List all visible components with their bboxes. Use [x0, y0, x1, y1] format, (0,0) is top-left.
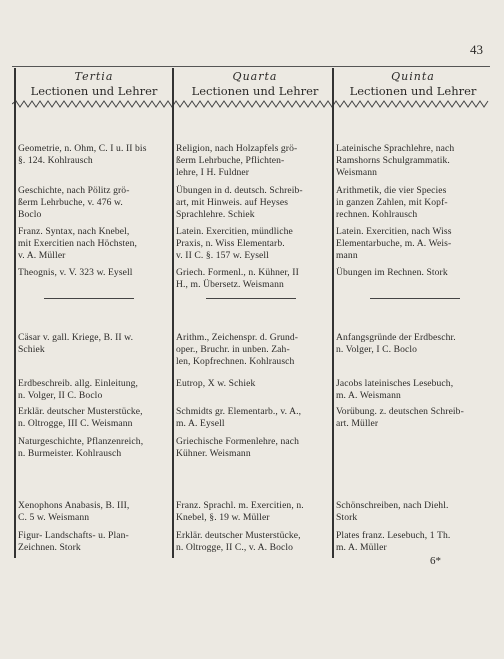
signature-mark: 6*	[430, 555, 441, 567]
section-separator	[206, 298, 296, 299]
quinta-entry: Arithmetik, die vier Species in ganzen Zahlen, mit Kopf- rechnen. Kohlrausch	[336, 185, 448, 220]
tertia-entry: Figur- Landschafts- u. Plan- Zeichnen. Stork	[18, 530, 129, 553]
tertia-entry: Theognis, v. V. 323 w. Eysell	[18, 267, 133, 278]
tertia-entry: Naturgeschichte, Pflanzenreich, n. Burmeister. Kohlrausch	[18, 436, 144, 459]
quarta-entry: Griech. Formenl., n. Kühner, II H., m. Übersetz. Weismann	[176, 267, 299, 290]
quarta-entry: Übungen in d. deutsch. Schreib- art, mit Hinweis. auf Heyses Sprachlehre. Schiek	[176, 185, 303, 220]
quarta-entry: Schmidts gr. Elementarb., v. A., m. A. Eysell	[176, 406, 302, 429]
column-header-tertia	[18, 70, 170, 98]
header-wavy-rule	[12, 100, 490, 108]
column-rule-2	[332, 68, 334, 558]
section-separator	[44, 298, 134, 299]
quarta-entry: Franz. Sprachl. m. Exercitien, n. Knebel, §. 19 w. Müller	[176, 500, 304, 523]
quarta-entry: Eutrop, X w. Schiek	[176, 378, 256, 389]
quinta-entry: Anfangsgründe der Erdbeschr. n. Volger, I C. Boclo	[336, 332, 456, 355]
section-separator	[370, 298, 460, 299]
class-name-quarta: Quarta	[232, 70, 278, 83]
quinta-entry: Jacobs lateinisches Lesebuch, m. A. Weismann	[336, 378, 454, 401]
class-name-quinta: Quinta	[391, 70, 435, 83]
column-subheader-quarta: Lectionen und Lehrer	[191, 84, 319, 98]
page-number: 43	[470, 42, 483, 57]
quarta-entry: Arithm., Zeichenspr. d. Grund- oper., Bruchr. in unben. Zah- len, Kopfrechnen. Kohlrausch	[176, 332, 299, 367]
column-header-quinta	[336, 70, 490, 98]
quinta-entry: Plates franz. Lesebuch, 1 Th. m. A. Müller	[336, 530, 451, 553]
column-subheader-quinta: Lectionen und Lehrer	[349, 84, 477, 98]
tertia-entry: Geschichte, nach Pölitz grö- ßerm Lehrbuche, v. 476 w. Boclo	[18, 185, 130, 220]
tertia-entry: Erklär. deutscher Musterstücke, n. Oltrogge, III C. Weismann	[18, 406, 143, 429]
quarta-entry: Latein. Exercitien, mündliche Praxis, n. Wiss Elementarb. v. II C. §. 157 w. Eysell	[176, 226, 293, 261]
tertia-entry: Geometrie, n. Ohm, C. I u. II bis §. 124. Kohlrausch	[18, 143, 147, 166]
quarta-entry: Erklär. deutscher Musterstücke, n. Oltrogge, II C., v. A. Boclo	[176, 530, 301, 553]
column-header-quarta	[176, 70, 334, 98]
quarta-entry: Religion, nach Holzapfels grö- ßerm Lehrbuche, Pflichten- lehre, I H. Fuldner	[176, 143, 298, 178]
quinta-entry: Lateinische Sprachlehre, nach Ramshorns Schulgrammatik. Weismann	[336, 143, 455, 178]
column-rule-left	[14, 68, 16, 558]
quinta-entry: Schönschreiben, nach Diehl. Stork	[336, 500, 449, 523]
tertia-entry: Xenophons Anabasis, B. III, C. 5 w. Weismann	[18, 500, 130, 523]
quinta-entry: Vorübung. z. deutschen Schreib- art. Müller	[336, 406, 464, 429]
tertia-entry: Franz. Syntax, nach Knebel, mit Exercitien nach Höchsten, v. A. Müller	[18, 226, 138, 261]
class-name-tertia: Tertia	[74, 70, 114, 83]
quarta-entry: Griechische Formenlehre, nach Kühner. Weismann	[176, 436, 300, 459]
quinta-entry: Latein. Exercitien, nach Wiss Elementarbuche, m. A. Weis- mann	[336, 226, 452, 261]
tertia-entry: Erdbeschreib. allg. Einleitung, n. Volger, II C. Boclo	[18, 378, 139, 401]
column-rule-1	[172, 68, 174, 558]
column-subheader-tertia: Lectionen und Lehrer	[30, 84, 158, 98]
top-rule	[12, 66, 490, 67]
quinta-entry: Übungen im Rechnen. Stork	[336, 267, 448, 278]
tertia-entry: Cäsar v. gall. Kriege, B. II w. Schiek	[18, 332, 134, 355]
